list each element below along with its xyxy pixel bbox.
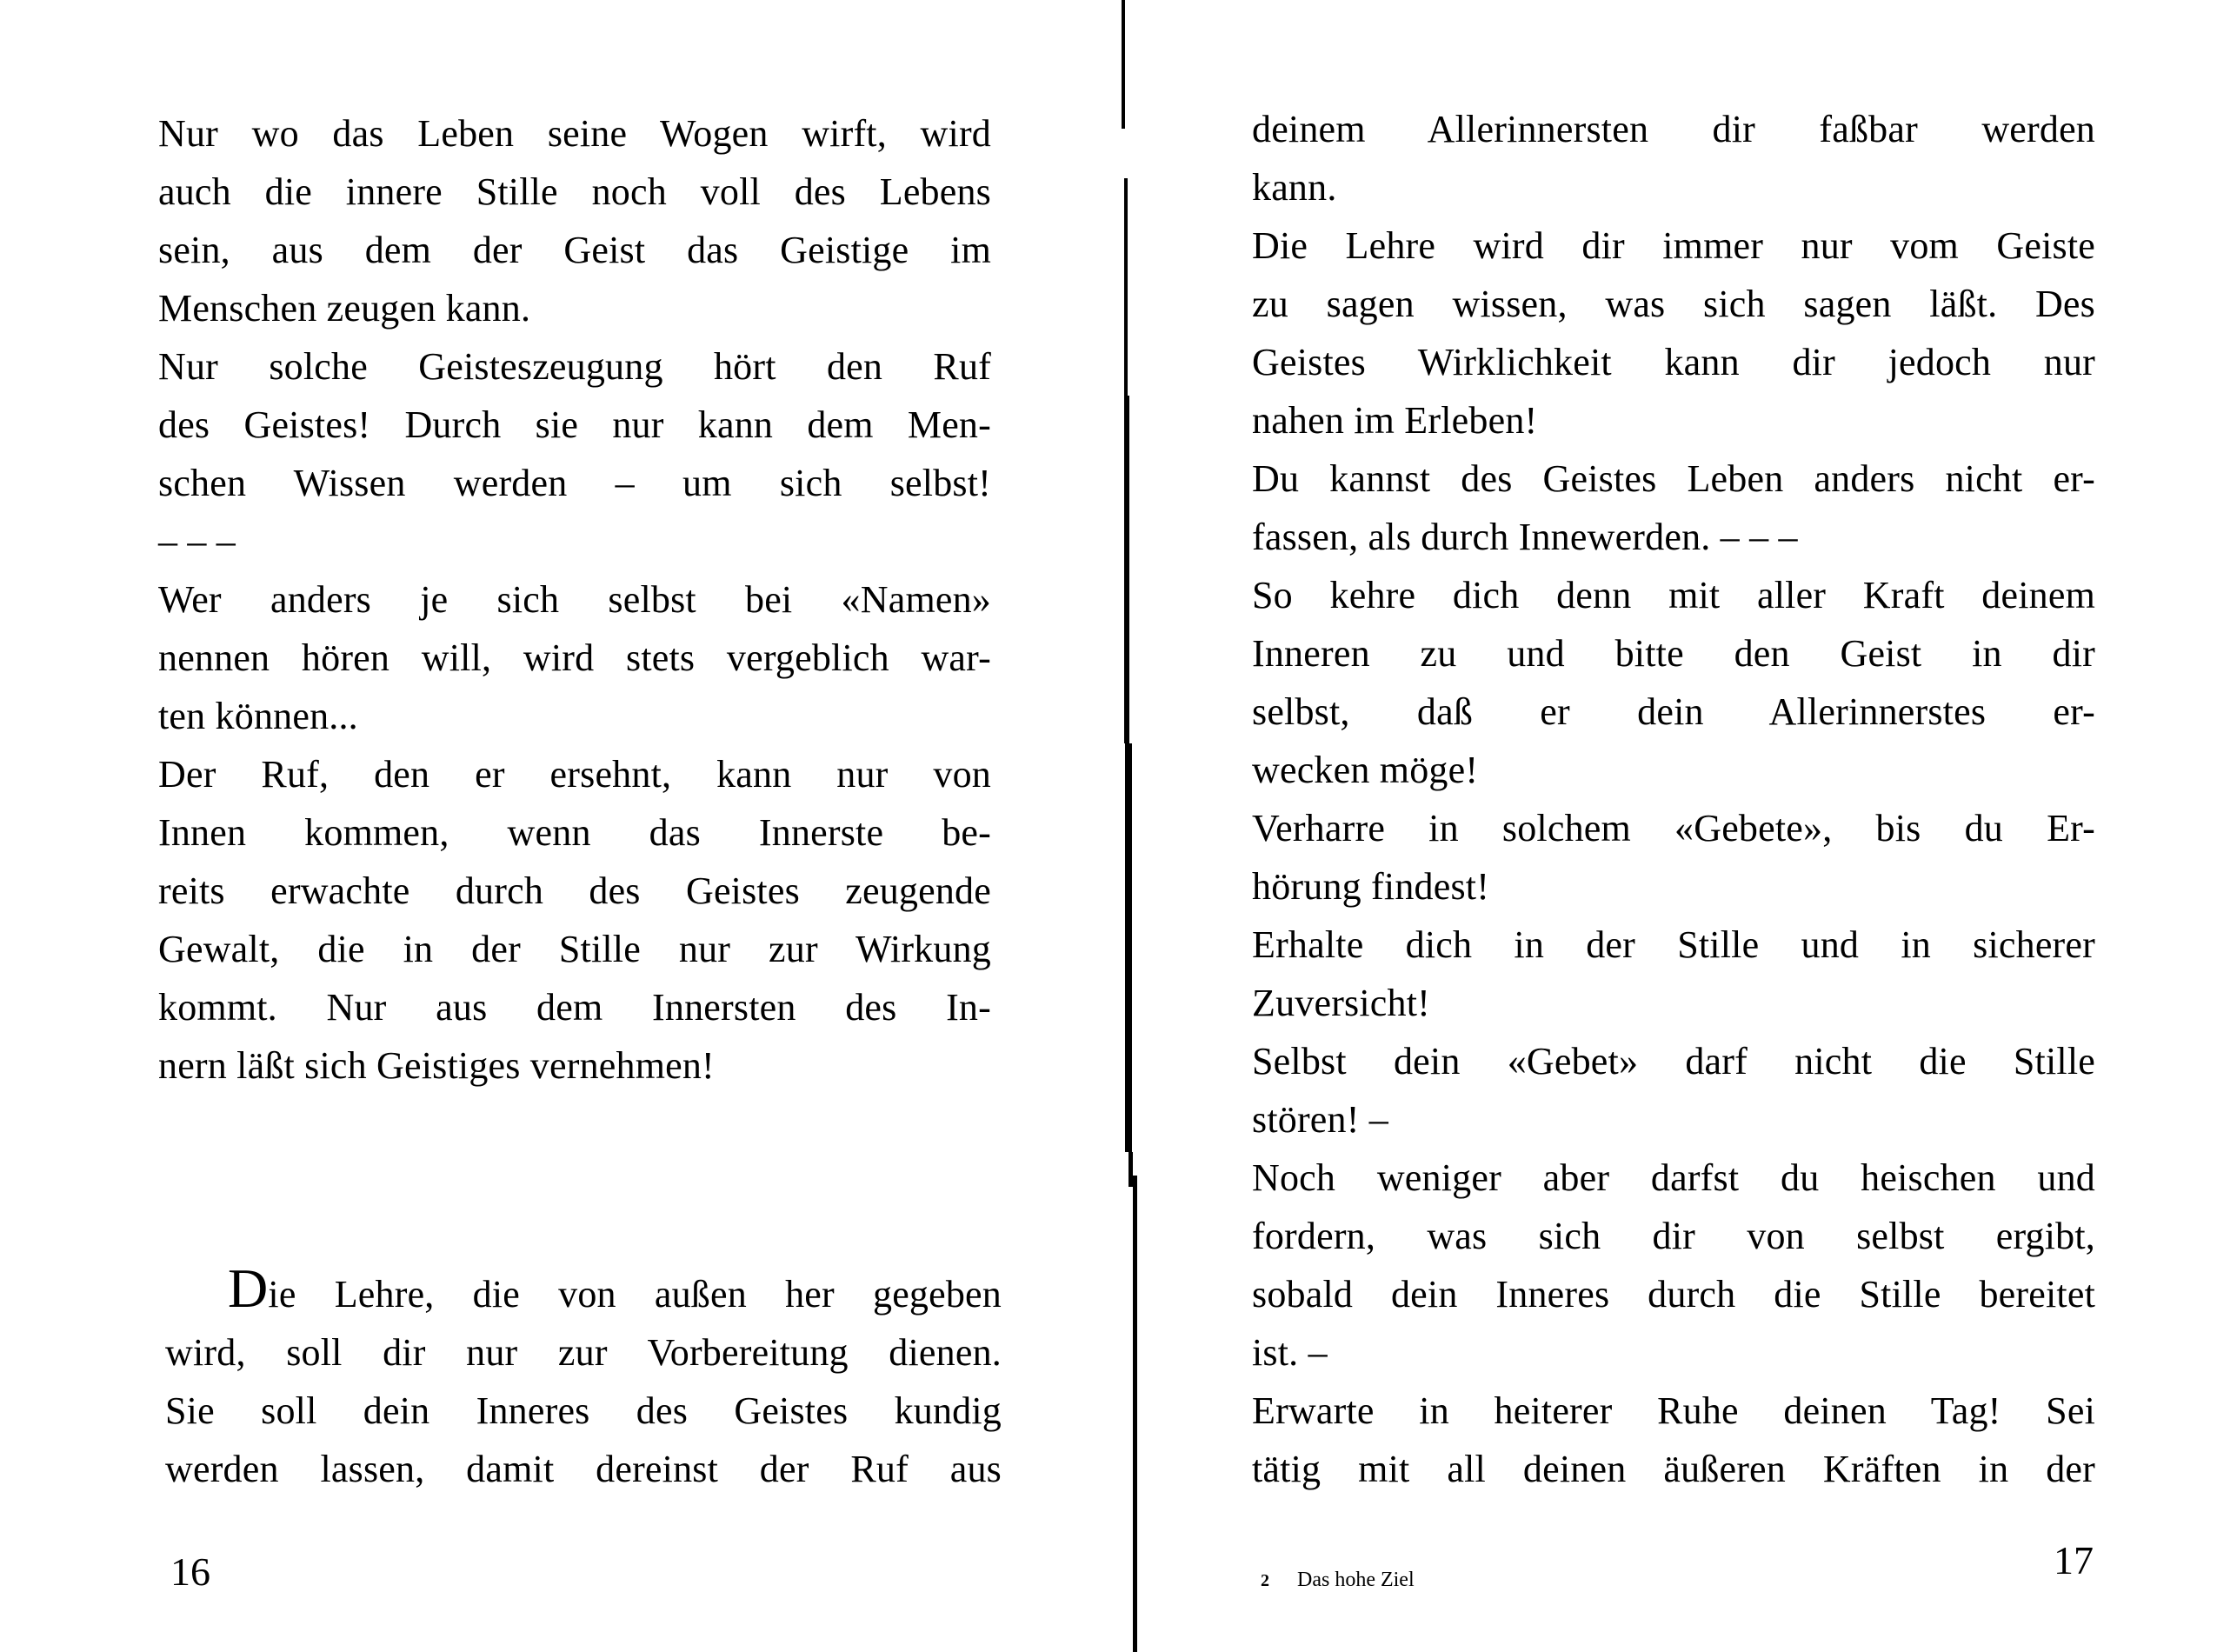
text-line: nennen hören will, wird stets vergeblich war- (158, 636, 991, 679)
signature-title: Das hohe Ziel (1297, 1569, 1415, 1591)
spine-line (1124, 396, 1129, 743)
signature-number: 2 (1261, 1571, 1269, 1590)
right-page (1130, 0, 2217, 1652)
text-line: Innen kommen, wenn das Innerste be- (158, 811, 991, 854)
text-line: wird, soll dir nur zur Vorbereitung dienen. (165, 1331, 1002, 1374)
text-line: Selbst dein «Gebet» darf nicht die Stille (1252, 1040, 2095, 1082)
text-line: Noch weniger aber darfst du heischen und (1252, 1156, 2095, 1199)
text-line: sobald dein Inneres durch die Stille bereitet (1252, 1273, 2095, 1316)
text-line: schen Wissen werden – um sich selbst! (158, 462, 991, 504)
text-line: Nur solche Geisteszeugung hört den Ruf (158, 345, 991, 388)
text-line: kann. (1252, 166, 1337, 209)
text-line: Verharre in solchem «Gebete», bis du Er- (1252, 807, 2095, 849)
text-line: sein, aus dem der Geist das Geistige im (158, 229, 991, 271)
text-line: werden lassen, damit dereinst der Ruf aus (165, 1448, 1002, 1490)
text-line: ten können... (158, 695, 358, 737)
spine-line (1124, 178, 1128, 396)
text-line: Der Ruf, den er ersehnt, kann nur von (158, 753, 991, 796)
text-line: Wer anders je sich selbst bei «Namen» (158, 578, 991, 621)
text-line: auch die innere Stille noch voll des Lebens (158, 170, 991, 213)
text-line: Gewalt, die in der Stille nur zur Wirkung (158, 928, 991, 970)
text-line: des Geistes! Durch sie nur kann dem Men- (158, 403, 991, 446)
text-line: Nur wo das Leben seine Wogen wirft, wird (158, 112, 991, 155)
text-line: Du kannst des Geistes Leben anders nicht er- (1252, 457, 2095, 500)
text-line: fassen, als durch Innewerden. – – – (1252, 516, 1798, 558)
text-line: reits erwachte durch des Geistes zeugende (158, 869, 991, 912)
text-line: zu sagen wissen, was sich sagen läßt. Des (1252, 283, 2095, 325)
text-line: ist. – (1252, 1331, 1328, 1374)
text-line: Die Lehre wird dir immer nur vom Geiste (1252, 224, 2095, 267)
section-dashes: – – – (158, 520, 236, 563)
page-number-left: 16 (170, 1549, 210, 1594)
text-line: Geistes Wirklichkeit kann dir jedoch nur (1252, 341, 2095, 383)
text-line: hörung findest! (1252, 865, 1490, 908)
text-line: wecken möge! (1252, 749, 1479, 791)
text-line: Sie soll dein Inneres des Geistes kundig (165, 1389, 1002, 1432)
text-line: fordern, was sich dir von selbst ergibt, (1252, 1215, 2095, 1257)
text-line: Inneren zu und bitte den Geist in dir (1252, 632, 2095, 675)
text-line: Erhalte dich in der Stille und in sicherer (1252, 923, 2095, 966)
text-line: nern läßt sich Geistiges vernehmen! (158, 1044, 715, 1087)
text-line: nahen im Erleben! (1252, 399, 1538, 442)
text-line: tätig mit all deinen äußeren Kräften in der (1252, 1448, 2095, 1490)
section-start-text (165, 1257, 1002, 1498)
text-line: selbst, daß er dein Allerinnerstes er- (1252, 690, 2095, 733)
section-first-line (165, 1257, 1002, 1323)
page-number-right: 17 (2054, 1538, 2094, 1582)
text-line: stören! – (1252, 1098, 1388, 1141)
drop-cap: D (228, 1257, 269, 1319)
text-line: So kehre dich denn mit aller Kraft deinem (1252, 574, 2095, 616)
left-page-text (158, 104, 991, 1095)
first-line-rest: ie Lehre, die von außen her gegeben (268, 1273, 1002, 1316)
text-line: deinem Allerinnersten dir faßbar werden (1252, 108, 2095, 150)
text-line: Erwarte in heiterer Ruhe deinen Tag! Sei (1252, 1389, 2095, 1432)
right-page-text (1252, 100, 2095, 1498)
text-line: Zuversicht! (1252, 982, 1431, 1024)
spine-line (1122, 0, 1125, 129)
text-line: kommt. Nur aus dem Innersten des In- (158, 986, 991, 1029)
signature-mark (1261, 1567, 1415, 1594)
text-line: Menschen zeugen kann. (158, 287, 531, 330)
